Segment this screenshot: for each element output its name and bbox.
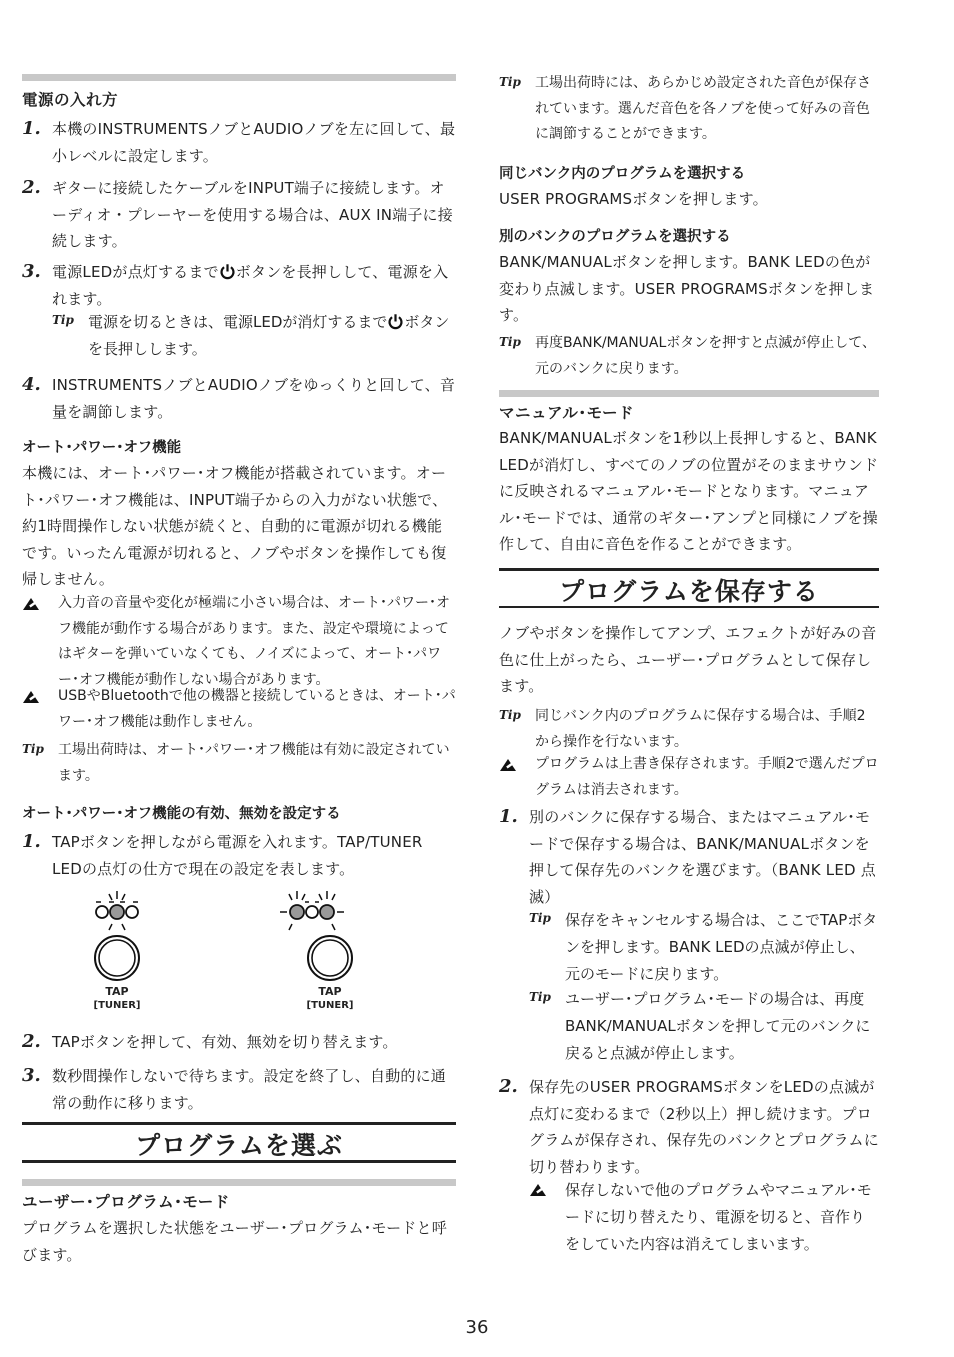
tip-label: Tip	[52, 313, 74, 327]
step-text-a: 電源LEDが点灯するまで	[52, 263, 219, 281]
tip-label: Tip	[529, 911, 551, 925]
apo-heading: オート･パワー･オフ機能	[22, 440, 182, 456]
tuner-text: [TUNER]	[93, 1000, 141, 1011]
step-number: 2.	[22, 1031, 41, 1052]
title-rule-bottom	[22, 1160, 456, 1163]
step-number: 1.	[499, 806, 518, 827]
save-intro: ノブやボタンを操作してアンプ、エフェクトが好みの音色に仕上がったら、ユーザー･プログラムとして保存します。	[499, 624, 877, 695]
other-bank-tip	[499, 331, 879, 382]
apo-warning-1	[22, 591, 456, 693]
tip-label: Tip	[499, 75, 521, 89]
save-step1-tip-2	[529, 986, 879, 1067]
step-text: TAPボタンを押しながら電源を入れます。TAP/TUNER LEDの点灯の仕方で現在の設定を表します。	[52, 833, 423, 878]
save-program-title: プログラムを保存する	[559, 577, 819, 606]
tap-led-diagram-enabled	[72, 888, 162, 983]
save-step-2	[499, 1074, 879, 1180]
step-text: ギターに接続したケーブルをINPUT端子に接続します。オーディオ・プレーヤーを使用する場合は、AUX IN端子に接続します。	[52, 179, 453, 250]
step-text: 本機のINSTRUMENTSノブとAUDIOノブを左に回して、最小レベルに設定します。	[52, 120, 456, 165]
save-warning	[499, 752, 879, 803]
same-bank-heading: 同じバンク内のプログラムを選択する	[499, 166, 746, 182]
tip-text: 保存をキャンセルする場合は、ここでTAPボタンを押します。BANK LEDの点滅が停止し、元のモードに戻ります。	[565, 911, 878, 983]
power-tip	[52, 309, 456, 363]
step-text: INSTRUMENTSノブとAUDIOノブをゆっくりと回して、音量を調節します。	[52, 376, 456, 421]
step-text	[52, 259, 456, 312]
apo-warning-2	[22, 684, 456, 735]
tip-text: 再度BANK/MANUALボタンを押すと点滅が停止して、元のバンクに戻ります。	[535, 335, 877, 377]
apo-body: 本機には、オート･パワー･オフ機能が搭載されています。オート･パワー･オフ機能は、INPUT端子からの入力がない状態で、約1時間操作しない状態が続くと、自動的に電源が切れる機能です。いったん電源が切れると、ノブやボタンを操作しても復帰しません。	[22, 464, 448, 588]
title-rule-bottom	[499, 606, 879, 608]
save-step-1	[499, 804, 879, 910]
warning-icon	[529, 1177, 565, 1258]
same-bank-body: USER PROGRAMSボタンを押します。	[499, 190, 768, 208]
step-number: 3.	[22, 261, 41, 282]
tip-text: 工場出荷時には、あらかじめ設定された音色が保存されています。選んだ音色を各ノブを使って好みの音色に調節することができます。	[535, 75, 871, 142]
warning-text: 入力音の音量や変化が極端に小さい場合は、オート･パワー･オフ機能が動作する場合があります。また、設定や環境によってはギターを弾いていなくても、ノイズによって、オート･パワー･オフ機能が動作しない場合があります。	[58, 595, 450, 688]
tip-text: 同じバンク内のプログラムに保存する場合は、手順2から操作を行ないます。	[535, 708, 866, 750]
power-heading: 電源の入れ方	[22, 91, 119, 109]
tip-text: 工場出荷時は、オート･パワー･オフ機能は有効に設定されています。	[58, 742, 450, 784]
section-bar	[499, 390, 879, 397]
step-number: 1.	[22, 118, 41, 139]
manual-mode-heading: マニュアル･モード	[499, 404, 635, 422]
section-bar	[22, 74, 456, 81]
user-mode-body: プログラムを選択した状態をユーザー･プログラム･モードと呼びます。	[22, 1219, 447, 1264]
title-rule-top	[499, 568, 879, 571]
warning-text: 保存しないで他のプログラムやマニュアル･モードに切り替えたり、電源を切ると、音作りをしていた内容は消えてしまいます。	[565, 1181, 872, 1253]
warning-icon	[499, 752, 535, 803]
power-step-2	[22, 175, 456, 255]
tap-label-right	[300, 985, 360, 1013]
step-number: 1.	[22, 831, 41, 852]
section-bar	[22, 1179, 456, 1186]
power-step-3	[22, 259, 456, 312]
page-number: 36	[465, 1317, 489, 1338]
tap-text: TAP	[105, 985, 129, 998]
user-mode-heading: ユーザー･プログラム･モード	[22, 1193, 230, 1211]
tap-label-left	[87, 985, 147, 1013]
tip-label: Tip	[499, 708, 521, 722]
save-tip	[499, 704, 879, 755]
power-icon	[387, 313, 404, 330]
step-number: 2.	[499, 1076, 518, 1097]
power-step-1	[22, 116, 456, 169]
tip-text-b: ボタンを長押しします。	[88, 313, 450, 358]
save-step2-warning	[529, 1177, 879, 1258]
tip-label: Tip	[499, 335, 521, 349]
warning-text: USBやBluetoothで他の機器と接続しているときは、オート･パワー･オフ機能は動作しません。	[58, 688, 456, 730]
select-program-title: プログラムを選ぶ	[135, 1131, 343, 1160]
other-bank-heading: 別のバンクのプログラムを選択する	[499, 229, 731, 245]
tip-text-a: 電源を切るときは、電源LEDが消灯するまで	[88, 313, 388, 331]
tap-led-diagram-disabled	[262, 888, 362, 983]
apo-tip	[22, 738, 456, 789]
other-bank-body: BANK/MANUALボタンを押します。BANK LEDの色が変わり点滅します。USER PROGRAMSボタンを押します。	[499, 253, 875, 324]
tip-label: Tip	[22, 742, 44, 756]
step-text: 数秒間操作しないで待ちます。設定を終了し、自動的に通常の動作に移ります。	[52, 1067, 447, 1112]
step-number: 4.	[22, 374, 41, 395]
step-number: 2.	[22, 177, 41, 198]
manual-mode-body: BANK/MANUALボタンを1秒以上長押しすると、BANK LEDが消灯し、すべてのノブの位置がそのままサウンドに反映されるマニュアル･モードとなります。マニュアル･モードでは、通常のギター･アンプと同様にノブを操作して、自由に音色を作ることができます。	[499, 429, 879, 553]
power-step-4	[22, 372, 456, 425]
apo-step-2	[22, 1029, 456, 1056]
apo-step-3	[22, 1063, 456, 1116]
step-number: 3.	[22, 1065, 41, 1086]
top-tip	[499, 71, 879, 148]
tuner-text: [TUNER]	[306, 1000, 354, 1011]
apo-setting-heading: オート･パワー･オフ機能の有効、無効を設定する	[22, 806, 341, 822]
save-step1-tip-1	[529, 907, 879, 988]
step-text-b: ボタンを長押しして、電源を入れます。	[52, 263, 449, 308]
warning-icon	[22, 591, 58, 693]
warning-icon	[22, 684, 58, 735]
tap-text: TAP	[318, 985, 342, 998]
step-text: 別のバンクに保存する場合、またはマニュアル･モードで保存する場合は、BANK/MANUALボタンを押して保存先のバンクを選びます。（BANK LED 点滅）	[529, 808, 876, 906]
apo-step-1	[22, 829, 456, 882]
tip-label: Tip	[529, 990, 551, 1004]
tip-text	[88, 309, 456, 363]
step-text: TAPボタンを押して、有効、無効を切り替えます。	[52, 1033, 398, 1051]
power-icon	[219, 263, 236, 280]
warning-text: プログラムは上書き保存されます。手順2で選んだプログラムは消去されます。	[535, 756, 879, 798]
title-rule-top	[22, 1122, 456, 1125]
step-text: 保存先のUSER PROGRAMSボタンをLEDの点滅が点灯に変わるまで（2秒以上）押し続けます。プログラムが保存され、保存先のバンクとプログラムに切り替わります。	[529, 1078, 879, 1176]
tip-text: ユーザー･プログラム･モードの場合は、再度BANK/MANUALボタンを押して元のバンクに戻ると点滅が停止します。	[565, 990, 871, 1062]
